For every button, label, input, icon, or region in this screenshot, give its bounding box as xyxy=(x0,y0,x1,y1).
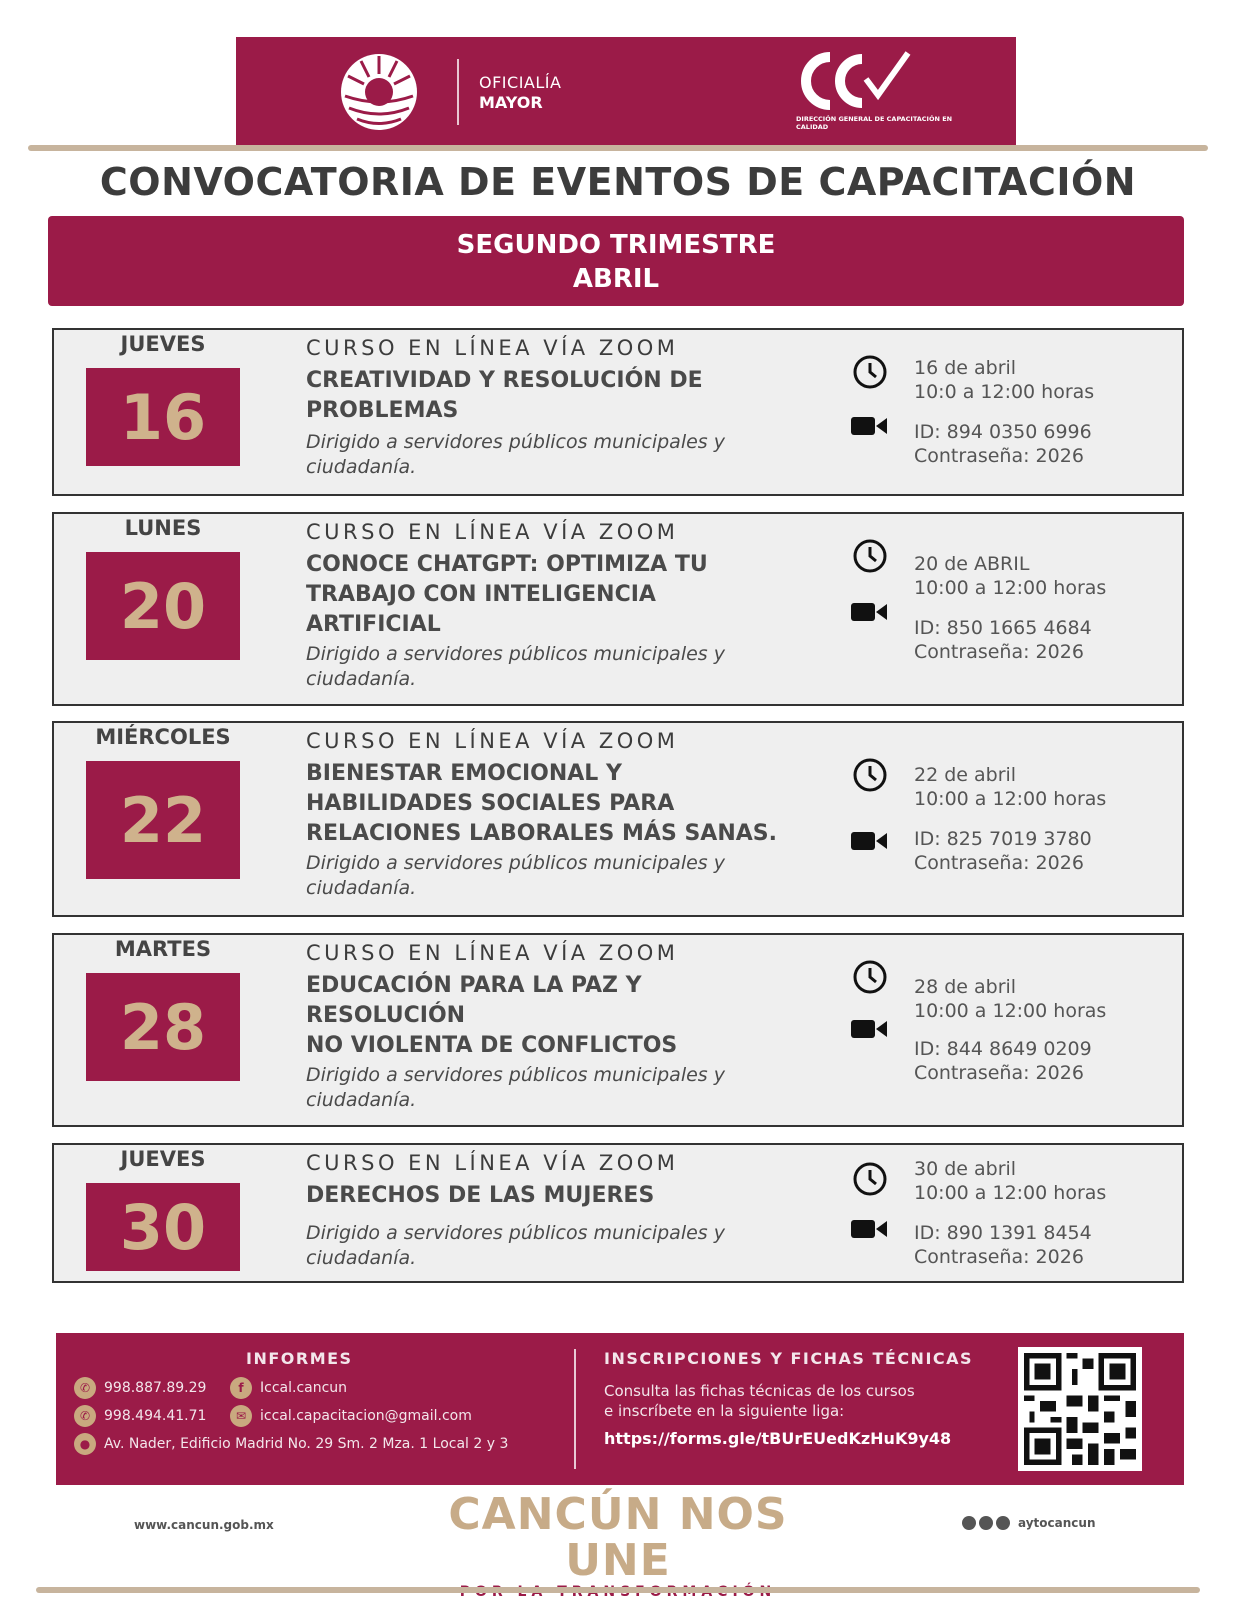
event-title: CONOCE CHATGPT: OPTIMIZA TU TRABAJO CON INTELIGENCIA ARTIFICIAL xyxy=(306,552,708,637)
top-rule xyxy=(28,145,1208,151)
event-zoom-id: ID: 850 1665 4684 xyxy=(914,617,1092,639)
event-zoom-id: ID: 844 8649 0209 xyxy=(914,1038,1092,1060)
clock-icon xyxy=(852,1161,888,1197)
event-day-name: MIÉRCOLES xyxy=(95,725,231,749)
event-target: Dirigido a servidores públicos municipales y ciudadanía. xyxy=(306,1064,725,1111)
event-zoom-id: ID: 894 0350 6996 xyxy=(914,421,1092,443)
event-target: Dirigido a servidores públicos municipales y ciudadanía. xyxy=(306,643,725,690)
registration-link[interactable]: https://forms.gle/tBUrEUedKzHuK9y48 xyxy=(604,1429,952,1448)
event-target: Dirigido a servidores públicos municipales y ciudadanía. xyxy=(306,852,725,899)
address-text: Av. Nader, Edificio Madrid No. 29 Sm. 2 Mza. 1 Local 2 y 3 xyxy=(104,1436,509,1452)
informes-heading: INFORMES xyxy=(246,1349,353,1368)
event-zoom-access xyxy=(914,420,1092,468)
bottom-rule xyxy=(36,1587,1200,1593)
ccq-caption: DIRECCIÓN GENERAL DE CAPACITACIÓN EN CALIDAD xyxy=(796,115,953,131)
event-title: DERECHOS DE LAS MUJERES xyxy=(306,1183,655,1208)
facebook-icon xyxy=(962,1516,976,1530)
event-date: 20 de ABRIL xyxy=(914,553,1030,575)
event-zoom-access xyxy=(914,1037,1092,1085)
event-zoom-password: Contraseña: 2026 xyxy=(914,445,1084,467)
period-banner xyxy=(48,216,1184,306)
clock-icon xyxy=(852,354,888,390)
facebook-icon: f xyxy=(230,1377,252,1399)
event-zoom-password: Contraseña: 2026 xyxy=(914,1062,1084,1084)
event-kind: CURSO EN LÍNEA VÍA ZOOM xyxy=(306,1151,679,1175)
event-card xyxy=(52,933,1184,1127)
header-divider xyxy=(457,59,459,125)
event-schedule xyxy=(914,356,1094,404)
event-kind: CURSO EN LÍNEA VÍA ZOOM xyxy=(306,520,679,544)
camera-icon xyxy=(850,414,888,438)
event-schedule xyxy=(914,763,1106,811)
email-line xyxy=(230,1405,472,1427)
email-icon: ✉ xyxy=(230,1405,252,1427)
banner-line2: ABRIL xyxy=(572,264,660,294)
camera-icon xyxy=(850,600,888,624)
event-zoom-access xyxy=(914,1221,1092,1269)
event-card xyxy=(52,512,1184,706)
inscripciones-heading: INSCRIPCIONES Y FICHAS TÉCNICAS xyxy=(604,1349,974,1368)
event-time: 10:00 a 12:00 horas xyxy=(914,577,1107,599)
event-card xyxy=(52,721,1184,917)
event-time: 10:00 a 12:00 horas xyxy=(914,1182,1107,1204)
phone-line-1 xyxy=(74,1377,206,1399)
event-zoom-access xyxy=(914,827,1092,875)
event-kind: CURSO EN LÍNEA VÍA ZOOM xyxy=(306,941,679,965)
banner-line1: SEGUNDO TRIMESTRE xyxy=(456,230,776,260)
social-handle[interactable]: aytocancun xyxy=(1018,1516,1096,1530)
camera-icon xyxy=(850,829,888,853)
event-zoom-password: Contraseña: 2026 xyxy=(914,852,1084,874)
event-zoom-password: Contraseña: 2026 xyxy=(914,1246,1084,1268)
website-link[interactable]: www.cancun.gob.mx xyxy=(134,1518,274,1532)
event-zoom-access xyxy=(914,616,1092,664)
event-target: Dirigido a servidores públicos municipales y ciudadanía. xyxy=(306,431,725,478)
qr-code[interactable] xyxy=(1018,1347,1142,1471)
event-day-name: MARTES xyxy=(114,937,212,961)
event-card xyxy=(52,1143,1184,1283)
clock-icon xyxy=(852,959,888,995)
phone-icon: ✆ xyxy=(74,1377,96,1399)
phone-line-2 xyxy=(74,1405,206,1427)
event-time: 10:00 a 12:00 horas xyxy=(914,1000,1107,1022)
cancun-seal-logo xyxy=(339,52,419,132)
phone-number-1[interactable]: 998.887.89.29 xyxy=(104,1380,207,1396)
event-day-number: 28 xyxy=(86,973,240,1081)
event-zoom-password: Contraseña: 2026 xyxy=(914,641,1084,663)
page-title: CONVOCATORIA DE EVENTOS DE CAPACITACIÓN xyxy=(99,160,1137,204)
clock-icon xyxy=(852,538,888,574)
event-day-number: 16 xyxy=(86,368,240,466)
phone-number-2[interactable]: 998.494.41.71 xyxy=(104,1408,207,1424)
event-date: 16 de abril xyxy=(914,357,1017,379)
address-line xyxy=(74,1433,508,1455)
event-schedule xyxy=(914,1157,1106,1205)
qr-code-graphic xyxy=(1024,1353,1136,1465)
ccq-mark xyxy=(796,49,916,113)
event-date: 28 de abril xyxy=(914,976,1017,998)
event-time: 10:00 a 12:00 horas xyxy=(914,788,1107,810)
camera-icon xyxy=(850,1217,888,1241)
email-address[interactable]: iccal.capacitacion@gmail.com xyxy=(260,1408,472,1424)
event-schedule xyxy=(914,975,1106,1023)
facebook-line xyxy=(230,1377,347,1399)
facebook-handle[interactable]: Iccal.cancun xyxy=(260,1380,348,1396)
oficialia-mayor-label xyxy=(479,73,561,113)
event-card xyxy=(52,328,1184,496)
event-day-name: JUEVES xyxy=(120,1147,206,1171)
event-day-number: 30 xyxy=(86,1183,240,1271)
event-zoom-id: ID: 890 1391 8454 xyxy=(914,1222,1092,1244)
event-title: CREATIVIDAD Y RESOLUCIÓN DE PROBLEMAS xyxy=(306,368,703,423)
event-day-number: 22 xyxy=(86,761,240,879)
whatsapp-icon: ✆ xyxy=(74,1405,96,1427)
event-time: 10:0 a 12:00 horas xyxy=(914,381,1095,403)
event-kind: CURSO EN LÍNEA VÍA ZOOM xyxy=(306,729,679,753)
social-handles xyxy=(962,1516,1095,1530)
slogan-main: CANCÚN NOS UNE xyxy=(448,1489,788,1586)
event-day-number: 20 xyxy=(86,552,240,660)
oficialia-line2: MAYOR xyxy=(479,93,543,112)
event-target: Dirigido a servidores públicos municipales y ciudadanía. xyxy=(306,1222,725,1269)
x-icon xyxy=(996,1516,1010,1530)
event-date: 22 de abril xyxy=(914,764,1017,786)
ccq-logo xyxy=(796,49,976,139)
slogan-logo xyxy=(436,1489,800,1600)
header-banner xyxy=(236,37,1016,145)
camera-icon xyxy=(850,1017,888,1041)
event-day-name: LUNES xyxy=(124,516,202,540)
event-title: EDUCACIÓN PARA LA PAZ Y RESOLUCIÓN NO VIOLENTA DE CONFLICTOS xyxy=(306,973,678,1058)
clock-icon xyxy=(852,757,888,793)
event-zoom-id: ID: 825 7019 3780 xyxy=(914,828,1092,850)
event-schedule xyxy=(914,552,1106,600)
inscripciones-text: Consulta las fichas técnicas de los cursos e inscríbete en la siguiente liga: xyxy=(604,1382,915,1420)
event-title: BIENESTAR EMOCIONAL Y HABILIDADES SOCIALES PARA RELACIONES LABORALES MÁS SANAS. xyxy=(306,761,777,846)
location-icon: ● xyxy=(74,1433,96,1455)
oficialia-line1: OFICIALÍA xyxy=(479,73,562,92)
footer-divider xyxy=(574,1349,576,1469)
event-kind: CURSO EN LÍNEA VÍA ZOOM xyxy=(306,336,679,360)
event-day-name: JUEVES xyxy=(120,332,206,356)
event-date: 30 de abril xyxy=(914,1158,1017,1180)
contact-footer xyxy=(56,1333,1184,1485)
instagram-icon xyxy=(979,1516,993,1530)
